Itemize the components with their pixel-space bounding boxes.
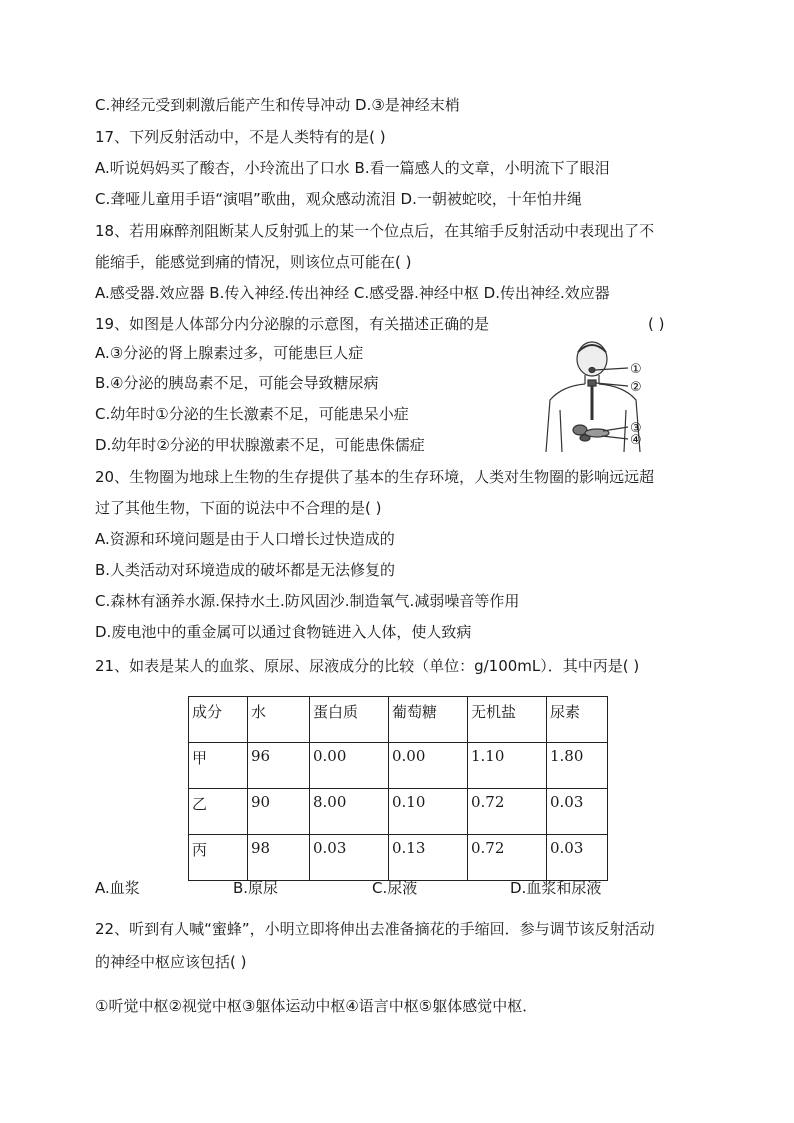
question-18-line1: 18、若用麻醉剂阻断某人反射弧上的某一个位点后，在其缩手反射活动中表现出了不 [95, 222, 655, 240]
figure-label-2: ② [630, 380, 642, 395]
table-cell: 0.72 [468, 789, 547, 835]
question-22-choices: ①听觉中枢②视觉中枢③躯体运动中枢④语言中枢⑤躯体感觉中枢． [95, 997, 538, 1015]
question-21-option-a: A.血浆 [95, 879, 140, 897]
figure-label-3: ③ [630, 421, 642, 436]
figure-label-1: ① [630, 362, 642, 377]
endocrine-glands-figure [540, 340, 660, 452]
table-header-cell: 成分 [189, 697, 248, 743]
table-header-cell: 葡萄糖 [389, 697, 468, 743]
table-cell: 丙 [189, 835, 248, 881]
table-header-cell: 蛋白质 [310, 697, 389, 743]
question-18-line2: 能缩手，能感觉到痛的情况，则该位点可能在( ) [95, 253, 412, 271]
table-cell: 96 [248, 743, 310, 789]
table-cell: 8.00 [310, 789, 389, 835]
composition-table [188, 696, 608, 881]
table-header-cell: 无机盐 [468, 697, 547, 743]
table-cell: 1.10 [468, 743, 547, 789]
table-row [189, 743, 608, 789]
question-21-option-b: B.原尿 [233, 879, 279, 897]
table-cell: 1.80 [547, 743, 608, 789]
table-cell: 0.72 [468, 835, 547, 881]
question-20-line2: 过了其他生物，下面的说法中不合理的是( ) [95, 499, 382, 517]
human-body-diagram [540, 340, 660, 452]
question-18-options: A.感受器.效应器 B.传入神经.传出神经 C.感受器.神经中枢 D.传出神经.效应器 [95, 284, 610, 302]
question-21: 21、如表是某人的血浆、原尿、尿液成分的比较（单位：g/100mL）．其中丙是( ) [95, 657, 640, 675]
table-row [189, 789, 608, 835]
question-20-option-d: D.废电池中的重金属可以通过食物链进入人体，使人致病 [95, 623, 472, 641]
table-header-cell: 尿素 [547, 697, 608, 743]
question-17-options-ab: A.听说妈妈买了酸杏，小玲流出了口水 B.看一篇感人的文章，小明流下了眼泪 [95, 159, 610, 177]
question-20-option-c: C.森林有涵养水源.保持水土.防风固沙.制造氧气.减弱噪音等作用 [95, 592, 520, 610]
option-line-c-d: C.神经元受到刺激后能产生和传导冲动 D.③是神经末梢 [95, 96, 460, 114]
question-19-option-b: B.④分泌的胰岛素不足，可能会导致糖尿病 [95, 374, 379, 392]
table-cell: 0.13 [389, 835, 468, 881]
question-19-option-a: A.③分泌的肾上腺素过多，可能患巨人症 [95, 344, 364, 362]
question-21-option-c: C.尿液 [372, 879, 418, 897]
table-cell: 0.03 [310, 835, 389, 881]
table-cell: 98 [248, 835, 310, 881]
question-19-answer-paren: ( ) [648, 315, 665, 333]
question-22-line2: 的神经中枢应该包括( ) [95, 953, 247, 971]
table-cell: 90 [248, 789, 310, 835]
question-20-option-b: B.人类活动对环境造成的破坏都是无法修复的 [95, 561, 396, 579]
table-cell: 0.00 [310, 743, 389, 789]
question-19-option-c: C.幼年时①分泌的生长激素不足，可能患呆小症 [95, 405, 409, 423]
question-17-options-cd: C.聋哑儿童用手语“演唱”歌曲，观众感动流泪 D.一朝被蛇咬，十年怕井绳 [95, 190, 582, 208]
table-cell: 0.03 [547, 789, 608, 835]
table-cell: 0.10 [389, 789, 468, 835]
question-17: 17、下列反射活动中，不是人类特有的是( ) [95, 128, 386, 146]
question-19-option-d: D.幼年时②分泌的甲状腺激素不足，可能患侏儒症 [95, 436, 425, 454]
table-cell: 0.03 [547, 835, 608, 881]
table-cell: 0.00 [389, 743, 468, 789]
table-cell: 乙 [189, 789, 248, 835]
question-19: 19、如图是人体部分内分泌腺的示意图，有关描述正确的是 [95, 315, 490, 333]
table-cell: 甲 [189, 743, 248, 789]
table-row [189, 835, 608, 881]
question-21-option-d: D.血浆和尿液 [510, 879, 602, 897]
question-22-line1: 22、听到有人喊“蜜蜂”，小明立即将伸出去准备摘花的手缩回．参与调节该反射活动 [95, 920, 655, 938]
table-header-row [189, 697, 608, 743]
table-header-cell: 水 [248, 697, 310, 743]
question-20-option-a: A.资源和环境问题是由于人口增长过快造成的 [95, 530, 395, 548]
question-20-line1: 20、生物圈为地球上生物的生存提供了基本的生存环境，人类对生物圈的影响远远超 [95, 468, 655, 486]
figure-label-4: ④ [630, 433, 642, 448]
